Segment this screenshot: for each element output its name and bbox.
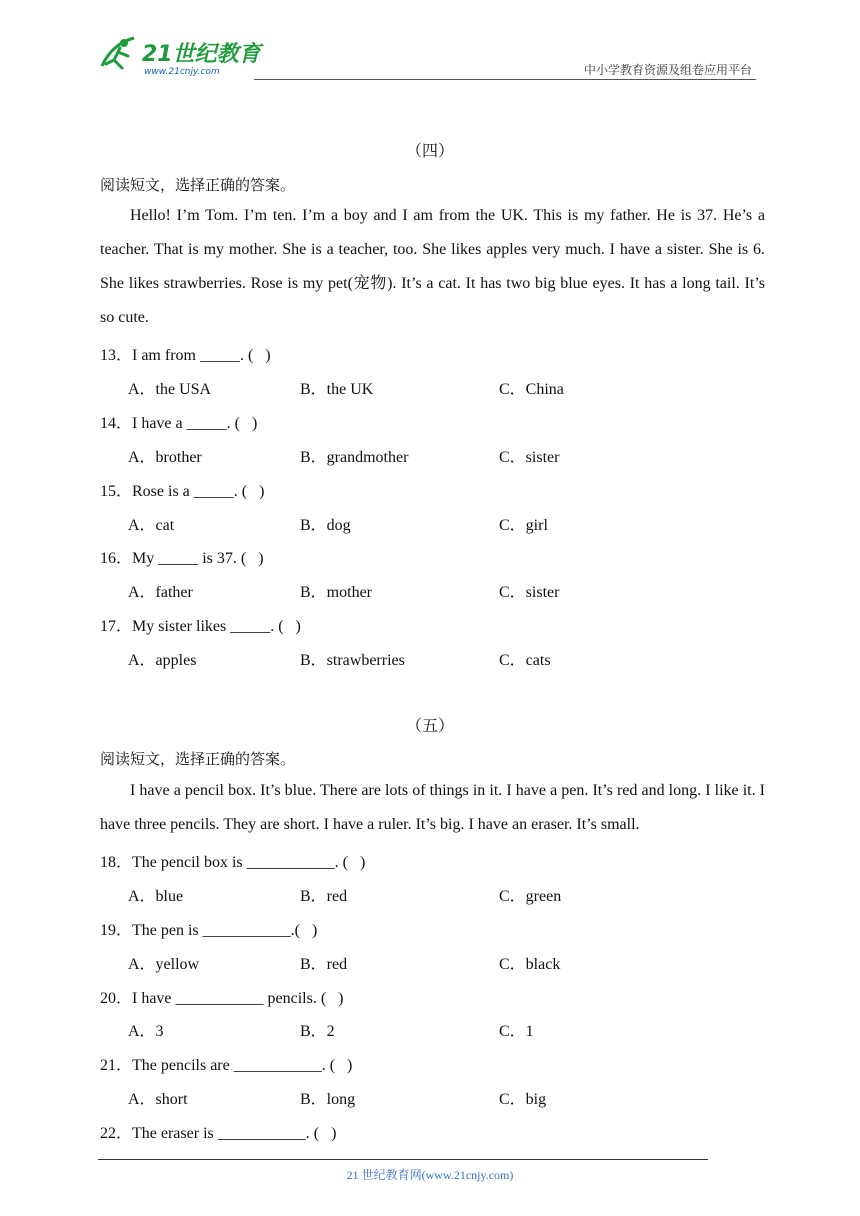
question-22: 22．The eraser is ___________. ( ) bbox=[100, 1125, 337, 1142]
logo-url: www.21cnjy.com bbox=[144, 67, 220, 77]
option-19-b: B．red bbox=[300, 956, 348, 973]
option-16-b: B．mother bbox=[300, 584, 372, 601]
section-4-title: （四） bbox=[405, 141, 454, 160]
option-14-a: A．brother bbox=[128, 449, 202, 466]
section-5-title: （五） bbox=[405, 716, 454, 735]
question-21: 21．The pencils are ___________. ( ) bbox=[100, 1057, 353, 1074]
header-divider bbox=[254, 79, 756, 80]
option-18-a: A．blue bbox=[128, 888, 184, 905]
section-5-passage bbox=[100, 774, 765, 842]
option-15-b: B．dog bbox=[300, 517, 351, 534]
question-18: 18．The pencil box is ___________. ( ) bbox=[100, 854, 366, 871]
option-16-a: A．father bbox=[128, 584, 193, 601]
option-20-b: B．2 bbox=[300, 1023, 335, 1040]
question-19: 19．The pen is ___________.( ) bbox=[100, 922, 318, 939]
question-20: 20．I have ___________ pencils. ( ) bbox=[100, 990, 344, 1007]
option-15-a: A．cat bbox=[128, 517, 175, 534]
question-17: 17．My sister likes _____. ( ) bbox=[100, 618, 301, 635]
option-21-b: B．long bbox=[300, 1091, 356, 1108]
platform-name: 中小学教育资源及组卷应用平台 bbox=[583, 63, 752, 77]
passage-text: I have a pencil box. It’s blue. There are lots of things in it. I have a pen. It’s red and long. I like it. I have three pencils. They are short. I have a ruler. It’s big. I have an eraser. It’s small. bbox=[100, 782, 765, 833]
option-21-c: C．big bbox=[499, 1091, 547, 1108]
question-14: 14．I have a _____. ( ) bbox=[100, 415, 258, 432]
option-17-a: A．apples bbox=[128, 652, 197, 669]
option-20-a: A．3 bbox=[128, 1023, 164, 1040]
option-19-c: C．black bbox=[499, 956, 561, 973]
question-15: 15．Rose is a _____. ( ) bbox=[100, 483, 265, 500]
option-13-b: B．the UK bbox=[300, 381, 374, 398]
logo-21cnjy bbox=[98, 34, 268, 78]
option-13-a: A．the USA bbox=[128, 381, 212, 398]
option-13-c: C．China bbox=[499, 381, 564, 398]
page-header bbox=[98, 30, 756, 82]
section-5-instruction: 阅读短文，选择正确的答案。 bbox=[100, 750, 296, 768]
option-14-c: C．sister bbox=[499, 449, 560, 466]
option-16-c: C．sister bbox=[499, 584, 560, 601]
footer-link[interactable]: 21 世纪教育网(www.21cnjy.com) bbox=[346, 1168, 514, 1182]
option-17-b: B．strawberries bbox=[300, 652, 405, 669]
passage-text: Hello! I’m Tom. I’m ten. I’m a boy and I am from the UK. This is my father. He is 37. He’s a teacher. That is my mother. She is a teacher, too. She likes apples very much. I have a sister. She is 6. She likes strawberries. Rose is my pet(宠物). It’s a cat. It has two big blue eyes. It has a long tail. It’s so cute. bbox=[100, 207, 765, 326]
option-21-a: A．short bbox=[128, 1091, 188, 1108]
option-17-c: C．cats bbox=[499, 652, 551, 669]
logo-text: 21世纪教育 bbox=[142, 42, 261, 67]
question-16: 16．My _____ is 37. ( ) bbox=[100, 550, 264, 567]
option-14-b: B．grandmother bbox=[300, 449, 409, 466]
section-4-passage bbox=[100, 199, 765, 335]
question-13: 13．I am from _____. ( ) bbox=[100, 347, 271, 364]
option-18-b: B．red bbox=[300, 888, 348, 905]
option-19-a: A．yellow bbox=[128, 956, 200, 973]
option-18-c: C．green bbox=[499, 888, 562, 905]
section-4-instruction: 阅读短文，选择正确的答案。 bbox=[100, 176, 296, 194]
option-20-c: C．1 bbox=[499, 1023, 534, 1040]
option-15-c: C．girl bbox=[499, 517, 548, 534]
footer-divider bbox=[98, 1159, 708, 1160]
